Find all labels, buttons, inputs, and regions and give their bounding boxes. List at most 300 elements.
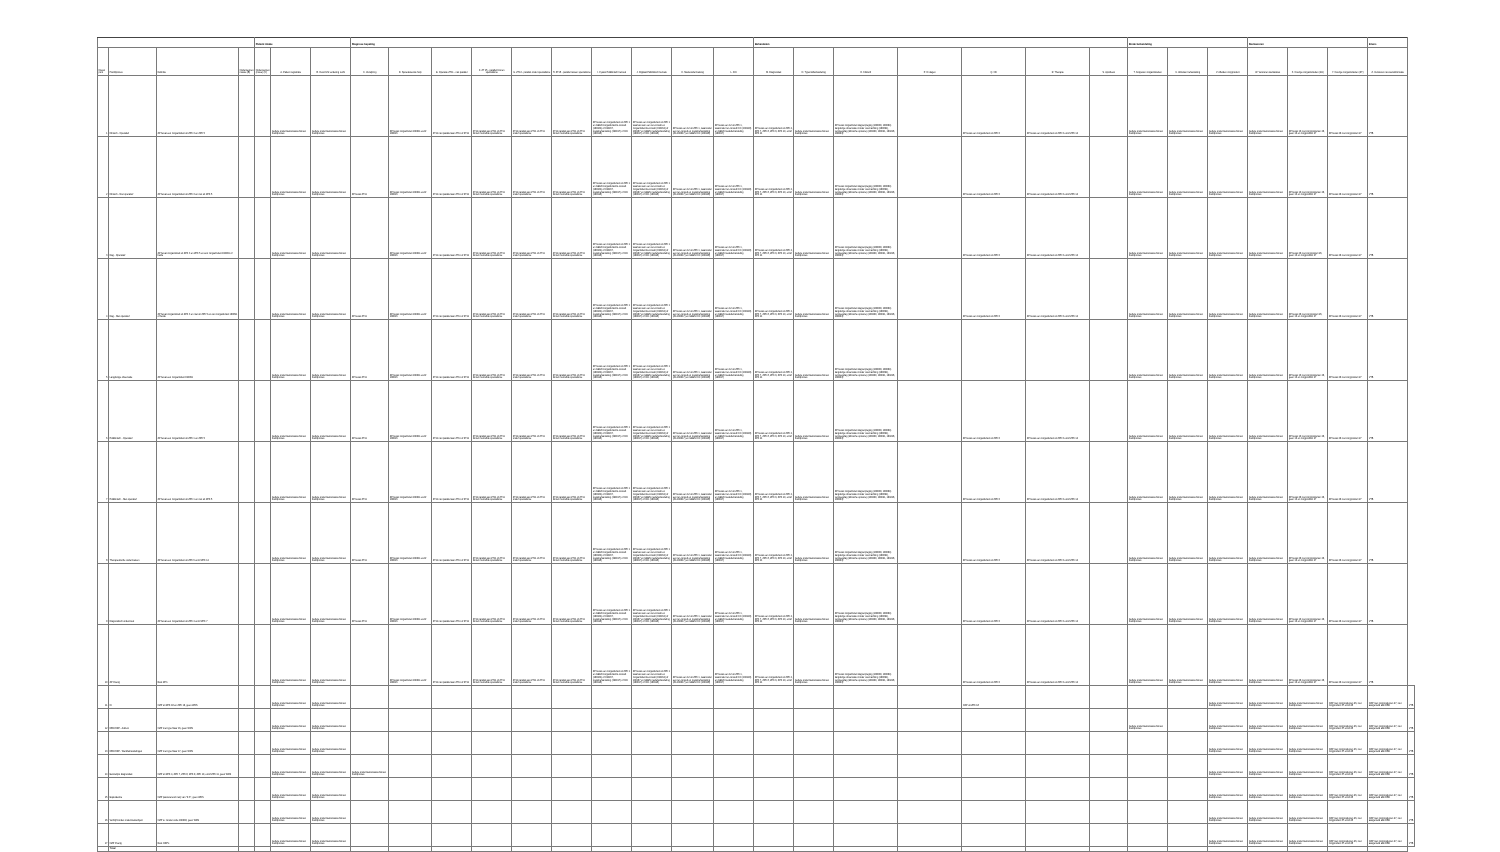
row-cell-25: OZP met zorgproducten 27, niet aangemeld aan DBC [1368, 801, 1408, 824]
row-cell-22: Gehele onderzoeksmassa binnen hoofdproces [1248, 709, 1288, 732]
total-cell [1328, 847, 1368, 852]
row-cell-24: ZP bevat 26 met zorgproduct 27 [1328, 625, 1368, 686]
row-cell-14 [834, 824, 898, 847]
row-cell-23: ZP bevat 26 met zorgproduct 26, geen 13 en zorgproduct 27 [1288, 259, 1328, 320]
row-cell-16 [962, 778, 1026, 801]
total-cell [157, 847, 239, 852]
row-cell-6: ZT11 parallel aan ZT11 of ZT11 onder specialisme [512, 198, 552, 259]
row-cell-10: ZP bevat een 12 uit ZPK 1, waaronder een ter-consult en medebehandeling (ZA 190017) en GEEN ICC (190118) [672, 442, 714, 503]
row-cell-11 [714, 732, 754, 755]
row-cell-14: ZP bevat zorgactiviteit dagverpleging (190090, 190094) langdurige observatie zonder overnachting (190091), verpleegdag (klinische opname) (190200, 190021, 190218, 190204) [834, 503, 898, 564]
row-number: 12 [98, 709, 109, 732]
table-row [98, 442, 1415, 503]
row-cell-11 [714, 801, 754, 824]
row-cell-6 [512, 824, 552, 847]
row-cell-4: ZT11 niet parallel aan ZT11 of ZT11 [432, 503, 472, 564]
row-cell-17: ZP bevat een zorgactiviteit uit ZPK 6 en/of ZPK 14 [1026, 198, 1090, 259]
row-definitie: ZP bevat een zorgactiviteit 190091 [157, 320, 239, 381]
row-cell-23: ZP bevat 13 met zorgproducten 26, geen 13 en zorgproduct 27 [1288, 137, 1328, 198]
row-cell-13 [794, 732, 834, 755]
row-cell-7: ZT11 parallel aan ZT11 of ZT11 binnen hetzelfde specialisme [552, 625, 592, 686]
row-cell-21: Gehele onderzoeksmassa binnen hoofdproces [1208, 824, 1248, 847]
row-cell [239, 564, 255, 625]
row-cell-9 [632, 755, 672, 778]
row-cell-20 [1168, 732, 1208, 755]
row-cell-2: ZP bevat ZT11 [351, 442, 389, 503]
row-cell-20: Gehele onderzoeksmassa binnen hoofdproces [1168, 259, 1208, 320]
row-cell-14 [834, 801, 898, 824]
row-cell-12 [754, 686, 794, 709]
row-cell-21: Gehele onderzoeksmassa binnen hoofdproces [1208, 564, 1248, 625]
row-cell-2: Gehele onderzoeksmassa binnen hoofdproces [351, 755, 389, 778]
row-cell-6: ZT11 parallel aan ZT11 of ZT11 onder specialisme [512, 442, 552, 503]
row-cell-12: ZP bevat een zorgactiviteit uit ZPK 4, ZPK 7, ZPK 8, ZPK 9, ZPK 10, en/of ZPK 11 [754, 137, 794, 198]
row-cell-25: OZP met zorgproducten 27, niet aangemeld aan DBC [1368, 686, 1408, 709]
row-hoofdproces: Dag - Operatief [109, 198, 157, 259]
row-cell-20: Gehele onderzoeksmassa binnen hoofdproces [1168, 381, 1208, 442]
row-cell-3: ZP bevat zorgactiviteit 190011 en/of 190016 [389, 503, 432, 564]
row-cell-4 [432, 709, 472, 732]
row-definitie: OZP met type Naar 17, geen WDS [157, 732, 239, 755]
row-cell-5: ZT11 parallel aan ZT11 of ZT11 binnen hetzelfde specialisme [472, 625, 512, 686]
total-cell [239, 847, 255, 852]
row-cell-10 [672, 732, 714, 755]
row-cell-9 [632, 686, 672, 709]
row-cell-20: Gehele onderzoeksmassa binnen hoofdproces [1168, 137, 1208, 198]
row-cell-15 [898, 801, 962, 824]
row-cell-5 [472, 709, 512, 732]
row-cell-4: ZT11 niet parallel aan ZT11 of ZT11 [432, 320, 472, 381]
row-cell-12 [754, 709, 794, 732]
row-cell-2 [351, 686, 389, 709]
column-header-12: H. ZT15 - parallel tussen specialisme [552, 48, 592, 76]
row-cell-9: ZP bevat een zorgactiviteit uit ZPK 1 waarvan één een ter-consult en zorgactiviteit E-consult (190164) of 190167 en GEEN medebehandeling (190017) of ICC (190118) [632, 198, 672, 259]
row-cell-2: ZP bevat ZT11 [351, 503, 389, 564]
row-cell-10: ZP bevat een 12 uit ZPK 1, waaronder een ter-consult en medebehandeling (ZA 190017) en GEEN ICC (190118) [672, 503, 714, 564]
row-cell-9 [632, 801, 672, 824]
row-cell-7: ZT11 parallel aan ZT11 of ZT11 binnen hetzelfde specialisme [552, 320, 592, 381]
table-row [98, 824, 1415, 847]
column-header-20: P. IC dagen [898, 48, 962, 76]
row-definitie: OZP uit ZPK 4, ZPK 7, ZPK 8, ZPK 9, ZPK 10, en/of ZPK 11, geen WDS [157, 755, 239, 778]
row-cell-26: VTB [1408, 686, 1415, 709]
row-cell-25: VTB [1368, 76, 1408, 137]
row-cell-4 [432, 801, 472, 824]
row-cell-24: ZP bevat 26 met zorgproduct 27 [1328, 198, 1368, 259]
row-cell [255, 137, 271, 198]
row-cell-16: ZP bevat een zorgactiviteit uit ZPK 6 [962, 137, 1026, 198]
total-cell [389, 847, 432, 852]
row-cell-1: Gehele onderzoeksmassa binnen hoofdproces [311, 732, 351, 755]
row-cell-9 [632, 709, 672, 732]
row-cell-14: ZP bevat zorgactiviteit dagverpleging (190090, 190094) langdurige observatie zonder overnachting (190091), verpleegdag (klinische opname) (190200, 190021, 190218, 190204) [834, 381, 898, 442]
row-number: 2 [98, 137, 109, 198]
row-cell-0: Gehele onderzoeksmassa binnen hoofdproces [271, 732, 311, 755]
row-cell-11: ZP bevat een 12 uit ZPK 1, waaronder ter-consult ICC (190118) en GEEN medebehandeling (190017) [714, 442, 754, 503]
row-cell-0: Gehele onderzoeksmassa binnen hoofdproces [271, 503, 311, 564]
row-cell-5 [472, 755, 512, 778]
column-header-28: X. Overige zorgactiviteiten (ZA) [1288, 48, 1328, 76]
row-cell-22: Gehele onderzoeksmassa binnen hoofdproces [1248, 76, 1288, 137]
row-cell-0: Gehele onderzoeksmassa binnen hoofdproces [271, 381, 311, 442]
column-header-13: I. Fysiek Poliklinisch bezoek [592, 48, 632, 76]
row-cell-14: ZP bevat zorgactiviteit dagverpleging (190090, 190094) langdurige observatie zonder overnachting (190091), verpleegdag (klinische opname) (190200, 190021, 190218, 190204) [834, 442, 898, 503]
row-hoofdproces: Klinisch - Operatief [109, 76, 157, 137]
row-cell-10: ZP bevat een 12 uit ZPK 1, waaronder een ter-consult en medebehandeling (ZA 190017) en GEEN ICC (190118) [672, 564, 714, 625]
row-cell-1: Gehele onderzoeksmassa binnen hoofdproces [311, 564, 351, 625]
row-cell-3 [389, 778, 432, 801]
total-cell [271, 847, 311, 852]
row-cell-17: ZP bevat een zorgactiviteit uit ZPK 6 en/of ZPK 14 [1026, 442, 1090, 503]
total-number [98, 847, 109, 852]
row-cell-15 [898, 503, 962, 564]
row-cell-25: OZP met zorgproducten 27, niet aangemeld aan DBC [1368, 755, 1408, 778]
row-cell-0: Gehele onderzoeksmassa binnen hoofdproces [271, 259, 311, 320]
row-cell-11: ZP bevat een 12 uit ZPK 1, waaronder ter-consult ICC (190118) en GEEN medebehandeling (190017) [714, 381, 754, 442]
row-hoofdproces: Therapeutische onderzoeken [109, 503, 157, 564]
row-cell-25: VTB [1368, 320, 1408, 381]
row-cell-18 [1090, 76, 1128, 137]
row-cell-13 [794, 686, 834, 709]
row-cell [239, 778, 255, 801]
table-row [98, 503, 1415, 564]
row-cell-4: ZT11 niet parallel aan ZT11 of ZT11 [432, 198, 472, 259]
row-cell-24: ZP bevat 26 met zorgproduct 27 [1328, 137, 1368, 198]
row-cell [255, 503, 271, 564]
row-cell-15 [898, 824, 962, 847]
row-cell-6: ZT11 parallel aan ZT11 of ZT11 onder specialisme [512, 137, 552, 198]
row-cell-9: ZP bevat een zorgactiviteit uit ZPK 1 waarvan één een ter-consult en zorgactiviteit E-consult (190164) of 190167 en GEEN medebehandeling (190017) of ICC (190118) [632, 259, 672, 320]
row-cell-7 [552, 686, 592, 709]
row-cell-10: ZP bevat een 12 uit ZPK 1, waaronder een ter-consult en medebehandeling (ZA 190017) en GEEN ICC (190118) [672, 259, 714, 320]
row-cell-15 [898, 76, 962, 137]
row-cell-15 [898, 625, 962, 686]
row-cell-15 [898, 686, 962, 709]
row-cell-14: ZP bevat zorgactiviteit dagverpleging (190090, 190094) langdurige observatie zonder overnachting (190091), verpleegdag (klinische opname) (190200, 190021, 190218, 190204) [834, 625, 898, 686]
row-cell-11: ZP bevat een 12 uit ZPK 1, waaronder ter-consult ICC (190118) en GEEN medebehandeling (190017) [714, 320, 754, 381]
row-number: 10 [98, 625, 109, 686]
row-hoofdproces: Equivalentie [109, 778, 157, 801]
row-cell-14 [834, 709, 898, 732]
row-hoofdproces: Poliklinisch - Operatief [109, 381, 157, 442]
row-cell-1: Gehele onderzoeksmassa binnen hoofdproces [311, 709, 351, 732]
row-cell-12: ZP bevat een zorgactiviteit uit ZPK 4, ZPK 7, ZPK 8, ZPK 9, ZPK 10, en/of ZPK 11 [754, 625, 794, 686]
row-cell-16: ZP bevat een zorgactiviteit uit ZPK 6 [962, 625, 1026, 686]
row-cell-24: OZP met zorgproducten 26, met zorgproduct 27 en/of 28 [1328, 732, 1368, 755]
row-cell-8 [592, 686, 632, 709]
total-row [98, 847, 1415, 852]
row-cell-11: ZP bevat een 12 uit ZPK 1, waaronder ter-consult ICC (190118) en GEEN medebehandeling (190017) [714, 76, 754, 137]
row-cell-18 [1090, 755, 1128, 778]
row-cell-2 [351, 732, 389, 755]
row-cell [255, 732, 271, 755]
row-hoofdproces: IC [109, 686, 157, 709]
row-cell-13: Gehele onderzoeksmassa binnen hoofdproces [794, 259, 834, 320]
row-cell-23: ZP bevat 13 met zorgproducten 26, geen 13 en zorgproduct 27 [1288, 320, 1328, 381]
row-number: 15 [98, 778, 109, 801]
column-header-11: G. ZT13 - parallel onder specialisme [512, 48, 552, 76]
row-cell-16 [962, 755, 1026, 778]
row-cell-25: VTB [1368, 564, 1408, 625]
row-cell-15 [898, 259, 962, 320]
group-header-6: Intens [1368, 38, 1408, 48]
row-cell-23: ZP bevat 13 met zorgproducten 26, geen 13 en zorgproduct 27 [1288, 564, 1328, 625]
row-cell-6: ZT11 parallel aan ZT11 of ZT11 onder specialisme [512, 564, 552, 625]
column-header-29: Y. Overige zorgactiviteiten (ZT) [1328, 48, 1368, 76]
row-cell-8: ZP bevat een zorgactiviteit uit ZPK 1 en GEEN zorgactiviteit E-consult (190164) of 190167, medebehandeling (190017) of ICC (190118) [592, 442, 632, 503]
total-cell [794, 847, 834, 852]
row-definitie: OZP uit ZPK 18 en ZPK 19, geen WDS [157, 686, 239, 709]
row-cell-5: ZT11 parallel aan ZT11 of ZT11 binnen hetzelfde specialisme [472, 198, 512, 259]
row-cell-3 [389, 824, 432, 847]
row-cell [255, 442, 271, 503]
row-cell-16: ZP bevat een zorgactiviteit uit ZPK 6 [962, 259, 1026, 320]
table-row [98, 709, 1415, 732]
row-cell-26: VTB [1408, 755, 1415, 778]
row-cell-10 [672, 686, 714, 709]
row-hoofdproces: Verblijf zonder onderzoeksobject [109, 801, 157, 824]
row-cell-20 [1168, 686, 1208, 709]
row-cell-3: ZP bevat zorgactiviteit 190011 en/of 190016 [389, 564, 432, 625]
row-cell-11: ZP bevat een 12 uit ZPK 1, waaronder ter-consult ICC (190118) en GEEN medebehandeling (190017) [714, 198, 754, 259]
row-cell-5: ZT11 parallel aan ZT11 of ZT11 binnen hetzelfde specialisme [472, 320, 512, 381]
row-cell-18 [1090, 824, 1128, 847]
row-cell-19: Gehele onderzoeksmassa binnen hoofdproces [1128, 442, 1168, 503]
row-cell [255, 198, 271, 259]
total-cell [1368, 847, 1408, 852]
column-header-26: V. Afleiden zorgproduct [1208, 48, 1248, 76]
row-cell-18 [1090, 625, 1128, 686]
row-cell-13: Gehele onderzoeksmassa binnen hoofdproces [794, 320, 834, 381]
row-cell-3 [389, 732, 432, 755]
row-cell-19: Gehele onderzoeksmassa binnen hoofdproces [1128, 259, 1168, 320]
row-cell-26: VTB [1408, 801, 1415, 824]
row-cell-25: VTB [1368, 625, 1408, 686]
row-cell-0: Gehele onderzoeksmassa binnen hoofdproces [271, 76, 311, 137]
row-cell-3: ZP bevat zorgactiviteit 190011 en/of 190016 [389, 198, 432, 259]
row-cell-17: ZP bevat een zorgactiviteit uit ZPK 6 en/of ZPK 14 [1026, 503, 1090, 564]
row-cell-4 [432, 824, 472, 847]
row-cell-18 [1090, 442, 1128, 503]
row-cell [239, 259, 255, 320]
row-cell-21: Gehele onderzoeksmassa binnen hoofdproces [1208, 709, 1248, 732]
row-cell-22: Gehele onderzoeksmassa binnen hoofdproces [1248, 198, 1288, 259]
row-cell-8: ZP bevat een zorgactiviteit uit ZPK 1 en GEEN zorgactiviteit E-consult (190164) of 190167, medebehandeling (190017) of ICC (190118) [592, 259, 632, 320]
column-header-3: Onderwerpen masse (B) [239, 48, 255, 76]
column-header-7: C. Verwijzing [351, 48, 389, 76]
row-cell [239, 137, 255, 198]
row-cell-3: ZP bevat zorgactiviteit 190011 en/of 190016 [389, 137, 432, 198]
row-cell-1: Gehele onderzoeksmassa binnen hoofdproces [311, 824, 351, 847]
row-cell-25: OZP met zorgproducten 27, niet aangemeld aan DBC [1368, 709, 1408, 732]
row-cell-17 [1026, 824, 1090, 847]
row-cell-17 [1026, 709, 1090, 732]
row-cell-13: Gehele onderzoeksmassa binnen hoofdproces [794, 381, 834, 442]
row-cell-3 [389, 709, 432, 732]
row-definitie: OZP w. zonder code 190093, geen WDS [157, 801, 239, 824]
row-cell-0: Gehele onderzoeksmassa binnen hoofdproces [271, 564, 311, 625]
row-cell-9: ZP bevat een zorgactiviteit uit ZPK 1 waarvan één een ter-consult en zorgactiviteit E-consult (190164) of 190167 en GEEN medebehandeling (190017) of ICC (190118) [632, 503, 672, 564]
row-cell-13: Gehele onderzoeksmassa binnen hoofdproces [794, 564, 834, 625]
row-cell-11: ZP bevat een 12 uit ZPK 1, waaronder ter-consult ICC (190118) en GEEN medebehandeling (190017) [714, 259, 754, 320]
row-cell-17 [1026, 320, 1090, 381]
row-number: 7 [98, 442, 109, 503]
row-cell-11 [714, 686, 754, 709]
row-cell-19: Gehele onderzoeksmassa binnen hoofdproces [1128, 137, 1168, 198]
table-row [98, 686, 1415, 709]
row-cell-12: ZP bevat een zorgactiviteit uit ZPK 4, ZPK 7, ZPK 8, ZPK 9, ZPK 10, en/of ZPK 11 [754, 381, 794, 442]
row-hoofdproces: Langdurige observatie [109, 320, 157, 381]
row-cell-5 [472, 824, 512, 847]
row-cell-11 [714, 824, 754, 847]
row-hoofdproces: Klinisch - Niet operatief [109, 137, 157, 198]
row-cell-20 [1168, 824, 1208, 847]
row-cell-19: Gehele onderzoeksmassa binnen hoofdproces [1128, 320, 1168, 381]
row-cell-23: Gehele onderzoeksmassa binnen hoofdproces [1288, 709, 1328, 732]
row-cell-8: ZP bevat een zorgactiviteit uit ZPK 1 en GEEN zorgactiviteit E-consult (190164) of 190167, medebehandeling (190017) of ICC (190118) [592, 198, 632, 259]
row-cell-7: ZT11 parallel aan ZT11 of ZT11 binnen hetzelfde specialisme [552, 381, 592, 442]
row-cell-15 [898, 778, 962, 801]
row-cell-1: Gehele onderzoeksmassa binnen hoofdproces [311, 259, 351, 320]
row-cell-15 [898, 320, 962, 381]
row-cell-12 [754, 755, 794, 778]
row-cell [255, 709, 271, 732]
row-cell [255, 259, 271, 320]
row-cell-19: Gehele onderzoeksmassa binnen hoofdproces [1128, 198, 1168, 259]
row-cell-8: ZP bevat een zorgactiviteit uit ZPK 1 en GEEN zorgactiviteit E-consult (190164) of 190167, medebehandeling (190017) of ICC (190118) [592, 503, 632, 564]
row-hoofdproces: OZP Overig [109, 824, 157, 847]
row-cell-23: ZP bevat 13 met zorgproducten 26, geen 13 en zorgproduct 27 [1288, 381, 1328, 442]
row-cell-7: ZT11 parallel aan ZT11 of ZT11 binnen hetzelfde specialisme [552, 259, 592, 320]
row-cell-21: Gehele onderzoeksmassa binnen hoofdproces [1208, 686, 1248, 709]
row-cell-24: ZP bevat 26 met zorgproduct 27 [1328, 76, 1368, 137]
row-cell-4: ZT11 niet parallel aan ZT11 of ZT11 [432, 625, 472, 686]
table-row [98, 778, 1415, 801]
total-cell [898, 847, 962, 852]
table-row [98, 259, 1415, 320]
row-cell-8: ZP bevat een zorgactiviteit uit ZPK 1 en GEEN zorgactiviteit E-consult (190164) of 190167, medebehandeling (190017) of ICC (190118) [592, 76, 632, 137]
row-cell-20: Gehele onderzoeksmassa binnen hoofdproces [1168, 503, 1208, 564]
row-cell-5 [472, 732, 512, 755]
row-cell-26: VTB [1408, 732, 1415, 755]
row-cell-22: Gehele onderzoeksmassa binnen hoofdproces [1248, 801, 1288, 824]
row-cell-1: Gehele onderzoeksmassa binnen hoofdproces [311, 686, 351, 709]
row-cell-1: Gehele onderzoeksmassa binnen hoofdproces [311, 198, 351, 259]
row-definitie: Rest OZP's [157, 824, 239, 847]
group-header-5: Declaureren [1248, 38, 1368, 48]
row-cell-17: ZP bevat een zorgactiviteit uit ZPK 6 en/of ZPK 14 [1026, 76, 1090, 137]
row-cell-5: ZT11 parallel aan ZT11 of ZT11 binnen hetzelfde specialisme [472, 259, 512, 320]
row-cell-7 [552, 732, 592, 755]
row-cell-23: ZP bevat 26 met zorgproducten 26, geen 13 en zorgproduct 27 [1288, 503, 1328, 564]
row-cell-23: Gehele onderzoeksmassa binnen hoofdproces [1288, 824, 1328, 847]
row-cell-5: ZT11 parallel aan ZT11 of ZT11 binnen hetzelfde specialisme [472, 76, 512, 137]
row-cell-14: ZP bevat zorgactiviteit dagverpleging (190090, 190094) langdurige observatie zonder overnachting (190091), verpleegdag (klinische opname) (190200, 190021, 190218, 190204) [834, 564, 898, 625]
total-cell [834, 847, 898, 852]
row-cell-22: Gehele onderzoeksmassa binnen hoofdproces [1248, 824, 1288, 847]
row-cell-5 [472, 778, 512, 801]
row-cell-8: ZP bevat een zorgactiviteit uit ZPK 1 en GEEN zorgactiviteit E-consult (190164) of 190167, medebehandeling (190017) of ICC (190118) [592, 137, 632, 198]
total-cell [962, 847, 1026, 852]
column-header-15: K. Medeonderzoeking [672, 48, 714, 76]
row-cell-8: ZP bevat een zorgactiviteit uit ZPK 1 en GEEN zorgactiviteit E-consult (190164) of 190167, medebehandeling (190017) of ICC (190118) [592, 320, 632, 381]
row-cell-5: ZT11 parallel aan ZT11 of ZT11 binnen hetzelfde specialisme [472, 503, 512, 564]
row-cell-11: ZP bevat een 12 uit ZPK 1, waaronder ter-consult ICC (190118) en GEEN medebehandeling (190017) [714, 137, 754, 198]
row-cell-19 [1128, 801, 1168, 824]
row-cell-7: ZT11 parallel aan ZT11 of ZT11 binnen hetzelfde specialisme [552, 198, 592, 259]
row-cell-12: ZP bevat een zorgactiviteit uit ZPK 4, ZPK 7, ZPK 8, ZPK 9, ZPK 10, en/of ZPK 11 [754, 259, 794, 320]
row-cell-21: Gehele onderzoeksmassa binnen hoofdproces [1208, 778, 1248, 801]
column-header-24: T. Koppelen zorgactiviteiten [1128, 48, 1168, 76]
row-cell-6 [512, 801, 552, 824]
row-cell-24: ZP bevat 26 met zorgproduct 27 [1328, 381, 1368, 442]
row-cell [239, 76, 255, 137]
row-cell-6: ZT11 parallel aan ZT11 of ZT11 onder specialisme [512, 320, 552, 381]
row-definitie: ZP bevat een zorgactiviteit uit ZPK 3 en ZPK 5 [157, 76, 239, 137]
column-header-25: U. Afsluiten behandeling [1168, 48, 1208, 76]
row-cell-10: ZP bevat een 12 uit ZPK 1, waaronder een ter-consult en medebehandeling (ZA 190017) en GEEN ICC (190118) [672, 76, 714, 137]
row-cell-2: ZP bevat ZT11 [351, 137, 389, 198]
row-cell-11 [714, 778, 754, 801]
row-cell-5: ZT11 parallel aan ZT11 of ZT11 binnen hetzelfde specialisme [472, 137, 512, 198]
row-cell-16 [962, 801, 1026, 824]
row-cell [239, 824, 255, 847]
row-cell-21: Gehele onderzoeksmassa binnen hoofdproces [1208, 76, 1248, 137]
row-cell-2 [351, 778, 389, 801]
row-cell-9 [632, 824, 672, 847]
row-cell-8 [592, 709, 632, 732]
row-cell-1: Gehele onderzoeksmassa binnen hoofdproces [311, 76, 351, 137]
row-cell-23: ZP bevat 26 met zorgproducten 26, geen 13 en zorgproduct 27 [1288, 625, 1328, 686]
row-cell [255, 755, 271, 778]
row-cell-25: VTB [1368, 442, 1408, 503]
row-cell-9: ZP bevat een zorgactiviteit uit ZPK 1 waarvan één een ter-consult en zorgactiviteit E-consult (190164) of 190167 en GEEN medebehandeling (190017) of ICC (190118) [632, 381, 672, 442]
row-cell-24: ZP bevat 26 met zorgproduct 27 [1328, 320, 1368, 381]
row-cell-10: ZP bevat een 12 uit ZPK 1, waaronder een ter-consult en medebehandeling (ZA 190017) en GEEN ICC (190118) [672, 320, 714, 381]
row-cell [255, 824, 271, 847]
row-cell-20 [1168, 709, 1208, 732]
row-cell-21: Gehele onderzoeksmassa binnen hoofdproces [1208, 137, 1248, 198]
row-cell-25: OZP met zorgproducten 27, niet aangemeld aan DBC [1368, 732, 1408, 755]
row-cell-20: Gehele onderzoeksmassa binnen hoofdproces [1168, 198, 1208, 259]
table-row [98, 801, 1415, 824]
total-cell [754, 847, 794, 852]
row-cell-8 [592, 778, 632, 801]
row-cell-13: Gehele onderzoeksmassa binnen hoofdproces [794, 442, 834, 503]
row-cell-3: ZP bevat zorgactiviteit 190011 en/of 190016 [389, 320, 432, 381]
row-cell-17 [1026, 755, 1090, 778]
row-cell-7 [552, 824, 592, 847]
row-cell-20: Gehele onderzoeksmassa binnen hoofdproces [1168, 442, 1208, 503]
column-header-17: M. Diagnostiek [754, 48, 794, 76]
row-cell-22: Gehele onderzoeksmassa binnen hoofdproces [1248, 564, 1288, 625]
row-definitie: ZP bevat zorgactiviteit uit ZPK 3 en ZPK 5 en één zorgactiviteit 190091 of beide [157, 198, 239, 259]
row-cell-19 [1128, 778, 1168, 801]
row-cell-8 [592, 755, 632, 778]
row-cell-1: Gehele onderzoeksmassa binnen hoofdproces [311, 442, 351, 503]
row-cell-10: ZP bevat een 12 uit ZPK 1, waaronder een ter-consult en medebehandeling (ZA 190017) en GEEN ICC (190118) [672, 198, 714, 259]
total-label: Totaal [109, 847, 157, 852]
row-cell [239, 755, 255, 778]
column-header-4: Onderwerpen (mnee) (C) [255, 48, 271, 76]
row-cell-12 [754, 824, 794, 847]
process-table [97, 37, 1415, 852]
row-cell [255, 686, 271, 709]
row-cell-21: Gehele onderzoeksmassa binnen hoofdproces [1208, 625, 1248, 686]
row-cell-14: ZP bevat zorgactiviteit dagverpleging (190090, 190094) langdurige observatie zonder overnachting (190091), verpleegdag (klinische opname) (190200, 190021, 190218, 190204) [834, 198, 898, 259]
row-hoofdproces: Diagnostisch onderzoek [109, 564, 157, 625]
row-cell-1: Gehele onderzoeksmassa binnen hoofdproces [311, 778, 351, 801]
